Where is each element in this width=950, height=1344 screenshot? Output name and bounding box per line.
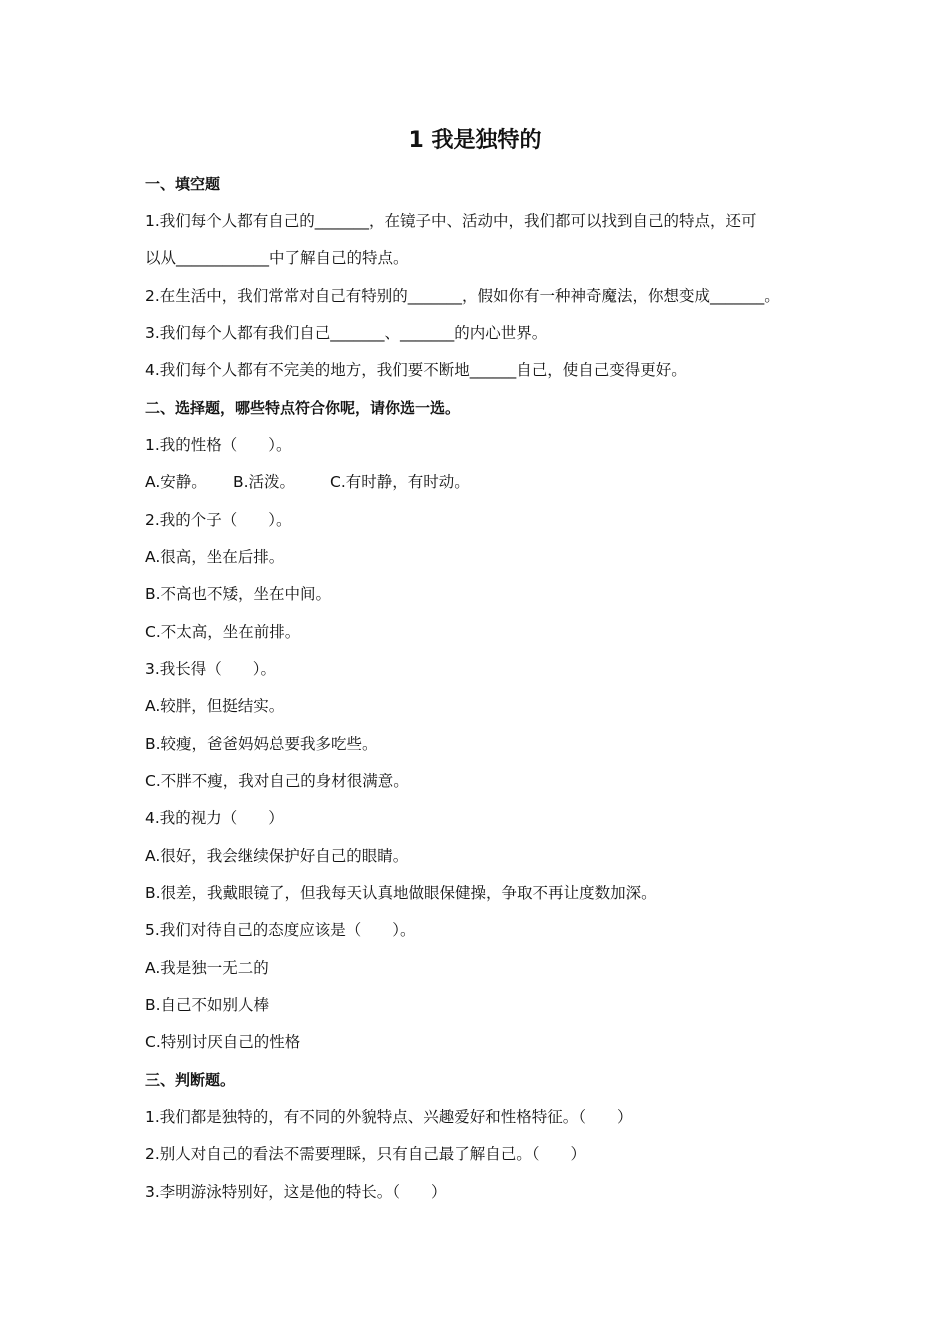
choice-question-3-option-c: C.不胖不瘦，我对自己的身材很满意。 <box>145 772 409 790</box>
fill-blank-question-4: 4.我们每个人都有不完美的地方，我们要不断地______自己，使自己变得更好。 <box>145 361 687 379</box>
choice-question-5-option-a: A.我是独一无二的 <box>145 959 269 977</box>
judge-question-1: 1.我们都是独特的，有不同的外貌特点、兴趣爱好和性格特征。（ ） <box>145 1108 633 1126</box>
choice-question-4: 4.我的视力（ ） <box>145 809 284 827</box>
judge-question-2: 2.别人对自己的看法不需要理睬，只有自己最了解自己。（ ） <box>145 1145 587 1163</box>
page-title: 1 我是独特的 <box>408 128 542 153</box>
choice-question-5: 5.我们对待自己的态度应该是（ ）。 <box>145 921 416 939</box>
fill-blank-question-3: 3.我们每个人都有我们自己_______、_______的内心世界。 <box>145 324 548 342</box>
choice-question-5-option-c: C.特别讨厌自己的性格 <box>145 1033 301 1051</box>
choice-question-1: 1.我的性格（ ）。 <box>145 436 292 454</box>
choice-question-4-option-a: A.很好，我会继续保护好自己的眼睛。 <box>145 847 409 865</box>
choice-question-3-option-b: B.较瘦，爸爸妈妈总要我多吃些。 <box>145 735 378 753</box>
choice-question-1-option-b: B.活泼。 <box>233 473 296 491</box>
fill-blank-question-1-line-1: 1.我们每个人都有自己的_______，在镜子中、活动中，我们都可以找到自己的特点，还可 <box>145 212 757 230</box>
choice-question-2: 2.我的个子（ ）。 <box>145 511 292 529</box>
section-heading-multiple-choice: 二、选择题，哪些特点符合你呢，请你选一选。 <box>145 399 461 417</box>
choice-question-3: 3.我长得（ ）。 <box>145 660 277 678</box>
section-heading-fill-blank: 一、填空题 <box>145 175 221 193</box>
choice-question-1-option-a: A.安静。 <box>145 473 207 491</box>
choice-question-2-option-b: B.不高也不矮，坐在中间。 <box>145 585 332 603</box>
choice-question-2-option-c: C.不太高，坐在前排。 <box>145 623 301 641</box>
fill-blank-question-1-line-2: 以从____________中了解自己的特点。 <box>145 249 409 267</box>
choice-question-4-option-b: B.很差，我戴眼镜了，但我每天认真地做眼保健操，争取不再让度数加深。 <box>145 884 657 902</box>
choice-question-1-option-c: C.有时静，有时动。 <box>330 473 470 491</box>
choice-question-5-option-b: B.自己不如别人棒 <box>145 996 270 1014</box>
fill-blank-question-2: 2.在生活中，我们常常对自己有特别的_______，假如你有一种神奇魔法，你想变成_______。 <box>145 287 780 305</box>
section-heading-true-false: 三、判断题。 <box>145 1071 236 1089</box>
choice-question-3-option-a: A.较胖，但挺结实。 <box>145 697 285 715</box>
judge-question-3: 3.李明游泳特别好，这是他的特长。（ ） <box>145 1183 447 1201</box>
choice-question-2-option-a: A.很高，坐在后排。 <box>145 548 285 566</box>
